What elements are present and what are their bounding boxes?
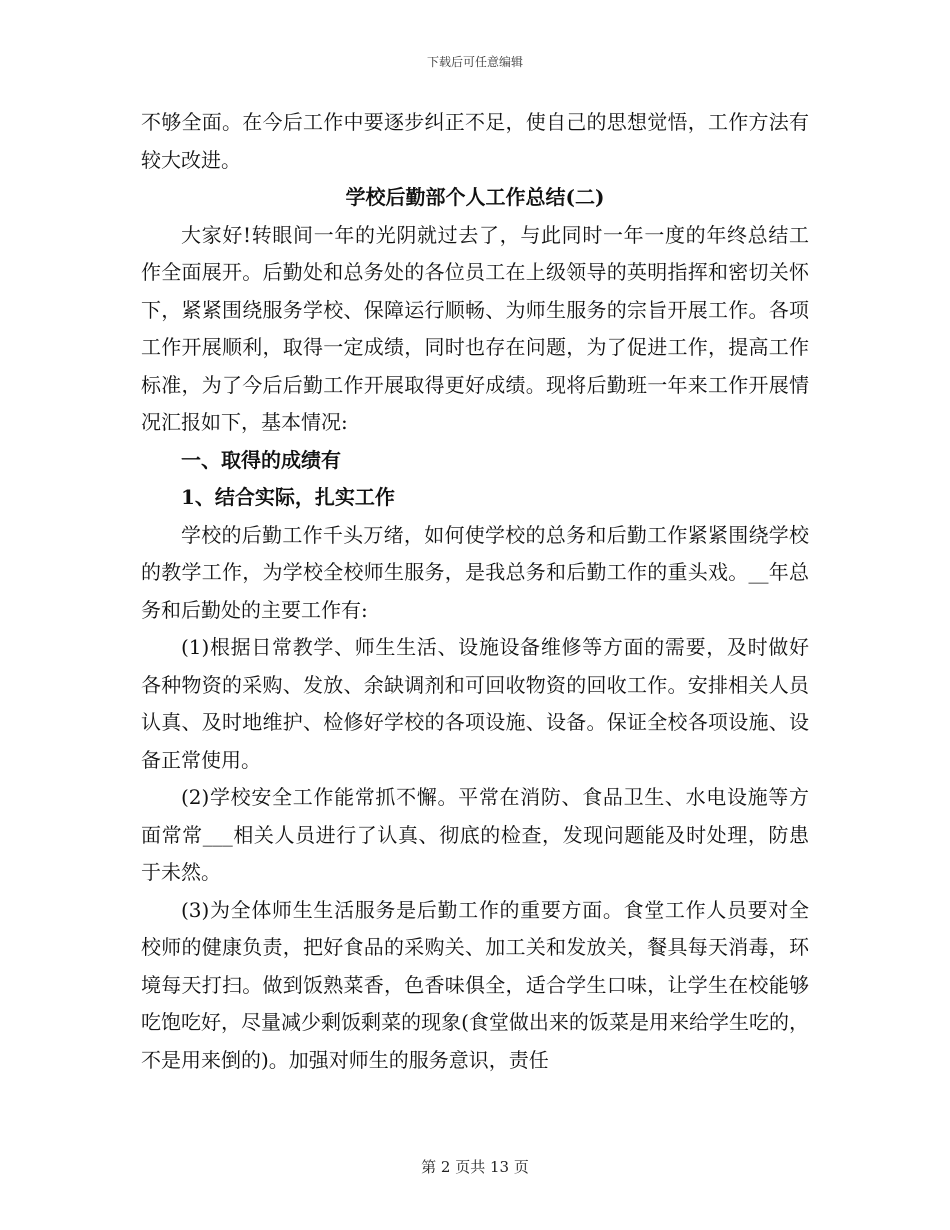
subheading-practical-work: 1、结合实际，扎实工作 (181, 485, 395, 509)
page-number: 第 2 页共 13 页 (421, 1158, 529, 1176)
document-body (141, 104, 809, 1079)
paragraph-item-2: (2)学校安全工作能常抓不懈。平常在消防、食品卫生、水电设施等方面常常___相关人员进行了认真、彻底的检查，发现问题能及时处理，防患于未然。 (141, 785, 809, 884)
paragraph-item-3: (3)为全体师生生活服务是后勤工作的重要方面。食堂工作人员要对全校师的健康负责，把好食品的采购关、加工关和发放关，餐具每天消毒，环境每天打扫。做到饭熟菜香，色香味俱全，适合学生口味，让学生在校能够吃饱吃好，尽量减少剩饭剩菜的现象(食堂做出来的饭菜是用来给学生吃的，不是用来倒的)。加强对师生的服务意识，责任 (141, 897, 809, 1072)
paragraph-continuation: 不够全面。在今后工作中要逐步纠正不足，使自己的思想觉悟，工作方法有较大改进。 (141, 110, 809, 172)
paragraph-intro: 大家好!转眼间一年的光阴就过去了，与此同时一年一度的年终总结工作全面展开。后勤处和总务处的各位员工在上级领导的英明指挥和密切关怀下，紧紧围绕服务学校、保障运行顺畅、为师生服务的宗旨开展工作。各项工作开展顺利，取得一定成绩，同时也存在问题，为了促进工作，提高工作标准，为了今后后勤工作开展取得更好成绩。现将后勤班一年来工作开展情况汇报如下，基本情况: (141, 222, 809, 434)
page-header: 下载后可任意编辑 (426, 55, 523, 69)
section-title: 学校后勤部个人工作总结(二) (345, 185, 605, 209)
paragraph-main-work: 学校的后勤工作千头万绪，如何使学校的总务和后勤工作紧紧围绕学校的教学工作，为学校全校师生服务，是我总务和后勤工作的重头戏。__年总务和后勤处的主要工作有: (141, 522, 809, 622)
heading-achievements: 一、取得的成绩有 (181, 447, 341, 472)
paragraph-item-1: (1)根据日常教学、师生生活、设施设备维修等方面的需要，及时做好各种物资的采购、发放、余缺调剂和可回收物资的回收工作。安排相关人员认真、及时地维护、检修好学校的各项设施、设备。保证全校各项设施、设备正常使用。 (141, 635, 809, 772)
